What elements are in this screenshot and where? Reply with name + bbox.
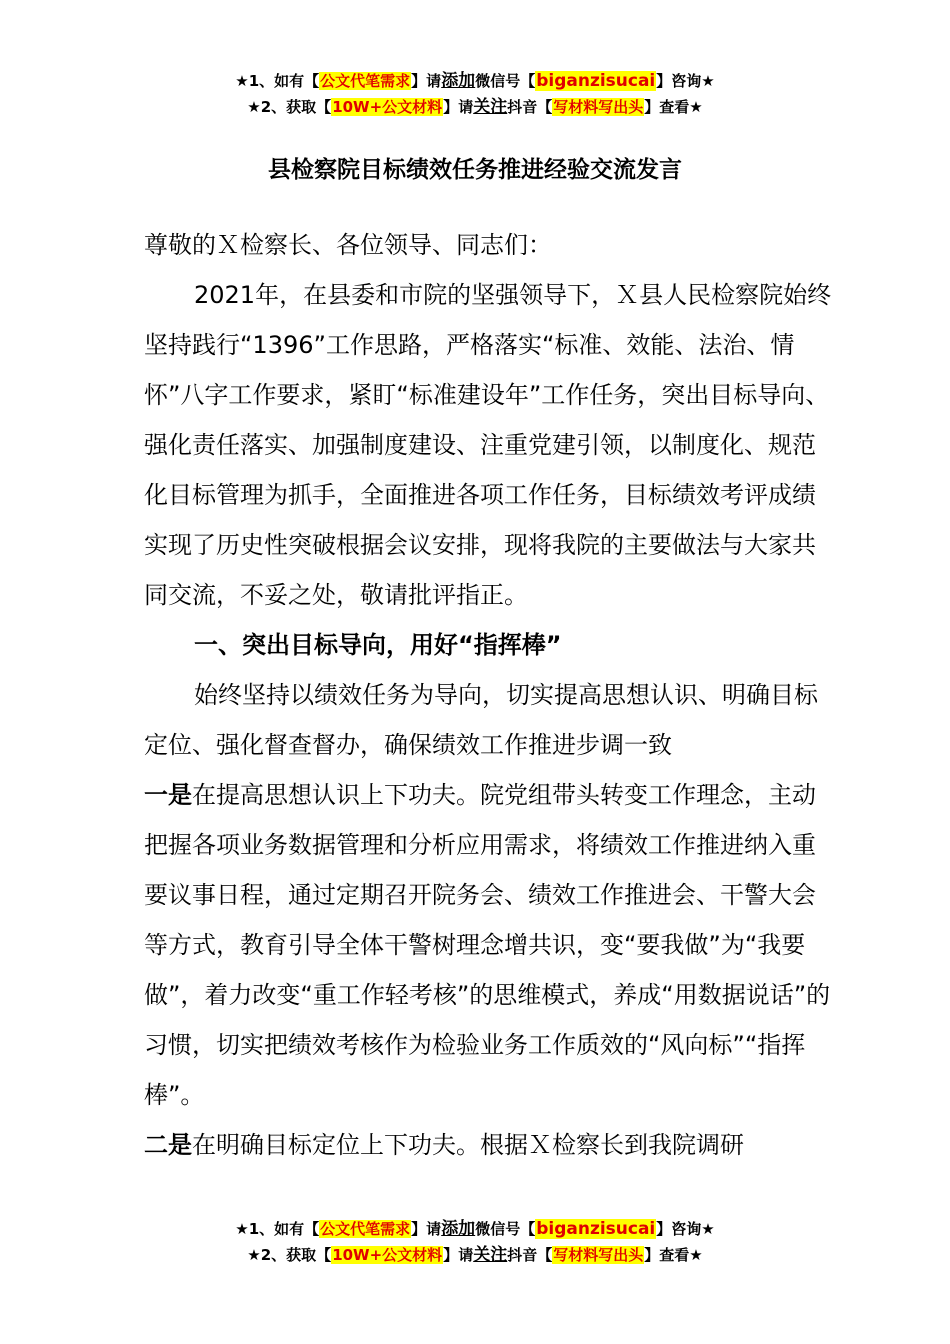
salutation: 尊敬的Ｘ检察长、各位领导、同志们： <box>144 231 552 259</box>
ad-text: 微信号【 <box>475 72 536 90</box>
ad-text: 】咨询★ <box>656 1220 715 1238</box>
ad-text: ★1、如有【 <box>235 1220 320 1238</box>
ad-douyin-id: 写材料写出头 <box>553 98 644 116</box>
list-item-text: 在明确目标定位上下功夫。根据Ｘ检察长到我院调研 <box>192 1131 744 1159</box>
list-item-lead: 二是 <box>144 1131 192 1159</box>
ad-text: 微信号【 <box>475 1220 536 1238</box>
ad-text: ★2、获取【 <box>247 98 332 116</box>
ad-highlight: 10W+公文材料 <box>332 98 443 116</box>
ad-wechat-id: biganzisucai <box>536 1219 656 1239</box>
ad-line-1 <box>0 1216 950 1242</box>
ad-highlight: 10W+公文材料 <box>332 1246 443 1264</box>
ad-underlined-text: 关注 <box>473 97 508 117</box>
ad-line-2 <box>0 94 950 120</box>
ad-text: 】请 <box>443 98 474 116</box>
ad-wechat-id: biganzisucai <box>536 71 656 91</box>
ad-text: 】查看★ <box>644 98 703 116</box>
list-item-2 <box>144 1120 834 1170</box>
ad-text: ★2、获取【 <box>247 1246 332 1264</box>
ad-highlight: 公文代笔需求 <box>320 1220 411 1238</box>
ad-text: 抖音【 <box>507 98 553 116</box>
ad-underlined-text: 添加 <box>441 71 476 91</box>
ad-text: 】请 <box>411 1220 442 1238</box>
paragraph-section-1: 始终坚持以绩效任务为导向，切实提高思想认识、明确目标定位、强化督查督办，确保绩效工作推进步调一致 <box>144 681 818 759</box>
paragraph-intro: 2021年，在县委和市院的坚强领导下，Ｘ县人民检察院始终坚持践行“1396”工作思路，严格落实“标准、效能、法治、情怀”八字工作要求，紧盯“标准建设年”工作任务，突出目标导向、强化责任落实、加强制度建设、注重党建引领，以制度化、规范化目标管理为抓手，全面推进各项工作任务，目标绩效考评成绩实现了历史性突破根据会议安排，现将我院的主要做法与大家共同交流，不妥之处，敬请批评指正。 <box>144 281 832 609</box>
ad-underlined-text: 添加 <box>441 1219 476 1239</box>
ad-banner-bottom <box>0 1216 950 1268</box>
ad-underlined-text: 关注 <box>473 1245 508 1265</box>
ad-text: 】请 <box>411 72 442 90</box>
ad-text: ★1、如有【 <box>235 72 320 90</box>
document-body <box>144 220 834 1170</box>
document-title: 县检察院目标绩效任务推进经验交流发言 <box>268 157 682 183</box>
ad-text: 】查看★ <box>644 1246 703 1264</box>
ad-line-2 <box>0 1242 950 1268</box>
list-item-1 <box>144 770 834 1120</box>
list-item-lead: 一是 <box>144 781 192 809</box>
ad-douyin-id: 写材料写出头 <box>553 1246 644 1264</box>
ad-text: 】请 <box>443 1246 474 1264</box>
ad-line-1 <box>0 68 950 94</box>
ad-banner-top <box>0 68 950 120</box>
ad-text: 抖音【 <box>507 1246 553 1264</box>
list-item-text: 在提高思想认识上下功夫。院党组带头转变工作理念，主动把握各项业务数据管理和分析应用需求，将绩效工作推进纳入重要议事日程，通过定期召开院务会、绩效工作推进会、干警大会等方式，教育引导全体干警树理念增共识，变“要我做”为“我要做”，着力改变“重工作轻考核”的思维模式，养成“用数据说话”的习惯，切实把绩效考核作为检验业务工作质效的“风向标”“指挥棒”。 <box>144 781 831 1109</box>
ad-text: 】咨询★ <box>656 72 715 90</box>
ad-highlight: 公文代笔需求 <box>320 72 411 90</box>
section-heading-1: 一、突出目标导向，用好“指挥棒” <box>194 631 562 659</box>
